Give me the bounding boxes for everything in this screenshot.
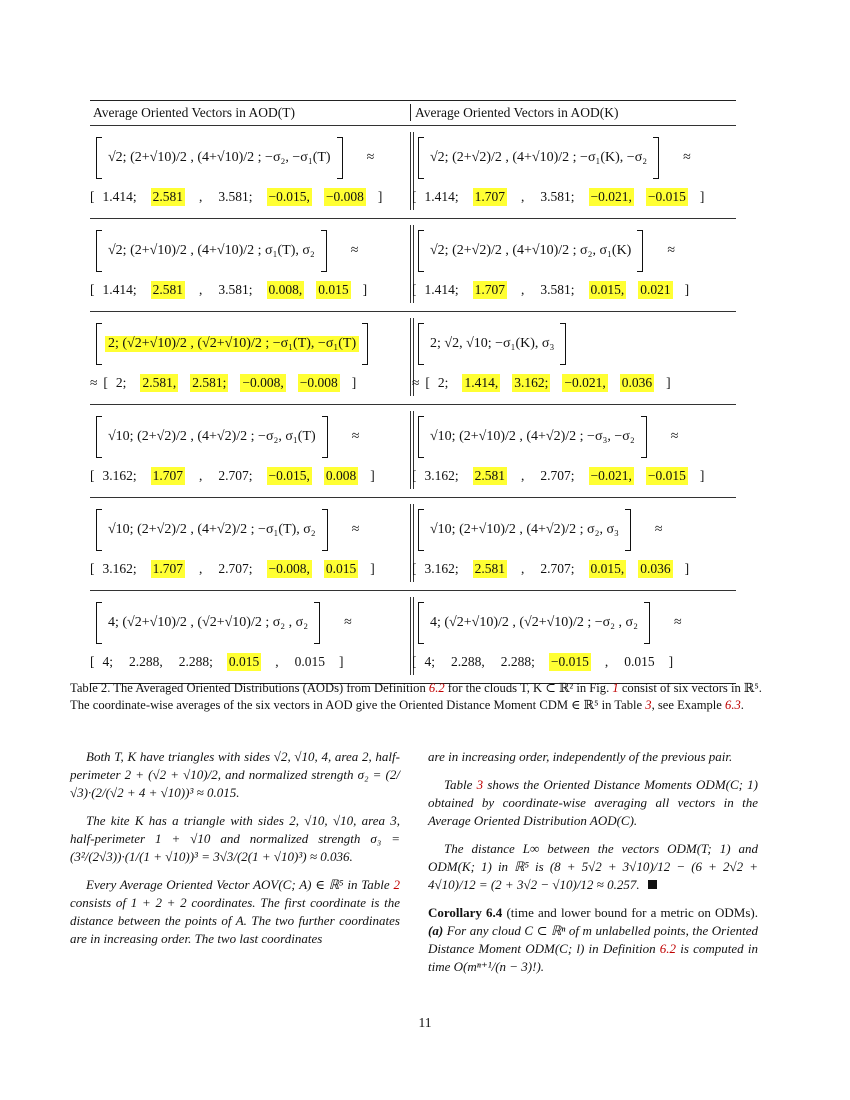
close-bracket: ]	[668, 654, 674, 669]
open-bracket: [	[412, 654, 417, 669]
symbolic-text: √10; (2+√2)/2 , (4+√2)/2 ; −σ₁(T), σ₂	[108, 522, 316, 537]
paragraph: Both T, K have triangles with sides √2, √10, 4, area 2, half-perimeter 2 + (√2 + √10)/2, and normalized strength σ₂ = (2/√3)·(2/(√2 + 4 + √10))³ ≈ 0.015.	[70, 749, 400, 800]
numeric-separator: ,	[521, 468, 525, 483]
corollary-subtitle: (time and lower bound for a metric on ODMs).	[502, 905, 758, 920]
bracket	[625, 509, 631, 551]
approx-sign: ≈	[351, 522, 360, 537]
paragraph: The kite K has a triangle with sides 2, √10, √10, area 3, half-perimeter 1 + √10 and normalized strength σ₃ = (3²/(2√3))·(1/(1 + √10))³ = 3√3/(2(1 + √10)³) ≈ 0.036.	[70, 813, 400, 864]
paragraph-text: The distance L∞ between the vectors ODM(T; 1) and ODM(K; 1) in ℝ⁵ is (8 + 5√2 + 3√10)/12 − (6 + 2√2 + 4√10)/12 = (2 + 3√2 − √10)/12 ≈ 0.257.	[428, 841, 758, 892]
close-bracket: ]	[699, 468, 705, 483]
bracket	[418, 137, 424, 179]
bracket	[96, 416, 102, 458]
open-bracket: [	[90, 468, 95, 483]
numeric-value: 4;	[102, 654, 114, 669]
numeric-value: 3.581;	[218, 189, 253, 204]
paragraph: are in increasing order, independently of the previous pair.	[428, 749, 733, 764]
numeric-value-highlighted: 2.581	[474, 561, 506, 576]
numeric-value-highlighted: 1.414,	[464, 375, 499, 390]
open-bracket: [	[90, 654, 95, 669]
numeric-vector	[90, 188, 388, 206]
open-bracket: [	[90, 561, 95, 576]
caption-text: .	[740, 697, 744, 712]
bracket	[637, 230, 643, 272]
symbolic-vector	[418, 136, 691, 180]
approx-sign: ≈	[667, 243, 676, 258]
close-bracket: ]	[699, 189, 705, 204]
numeric-value-highlighted: −0.015	[647, 189, 686, 204]
bracket	[418, 416, 424, 458]
symbolic-text: 4; (√2+√10)/2 , (√2+√10)/2 ; σ₂ , σ₂	[108, 615, 309, 630]
caption-text: , see Example	[651, 697, 726, 712]
numeric-value-highlighted: −0.015,	[268, 189, 310, 204]
table-header	[90, 101, 736, 125]
table-row	[90, 312, 736, 404]
approx-sign: ≈	[654, 522, 663, 537]
table-row	[90, 219, 736, 311]
corollary-text: is computed in time O(mⁿ⁺¹/(n − 3)!).	[428, 941, 759, 974]
bracket	[418, 230, 424, 272]
symbolic-text: √10; (2+√2)/2 , (4+√2)/2 ; −σ₂, σ₁(T)	[108, 429, 316, 444]
symbolic-text: 2; (√2+√10)/2 , (√2+√10)/2 ; −σ₁(T), −σ₁(T)	[105, 336, 359, 352]
open-bracket: [	[425, 375, 430, 390]
row-left-cell	[90, 591, 408, 683]
column-divider	[410, 318, 411, 396]
numeric-value-highlighted: 2.581,	[142, 375, 177, 390]
numeric-value-highlighted: −0.008	[299, 375, 338, 390]
bracket	[362, 323, 368, 365]
symbolic-vector	[418, 322, 566, 366]
open-bracket: [	[412, 468, 417, 483]
symbolic-vector	[96, 229, 358, 273]
numeric-value: 0.015	[294, 654, 326, 669]
numeric-separator: ,	[604, 654, 609, 669]
numeric-value: 2;	[115, 375, 127, 390]
bracket	[560, 323, 566, 365]
column-divider	[410, 504, 411, 582]
numeric-value: 2.707;	[540, 561, 575, 576]
row-left-cell	[90, 498, 408, 590]
row-right-cell	[412, 312, 736, 404]
symbolic-text: √2; (2+√2)/2 , (4+√10)/2 ; σ₂, σ₁(K)	[430, 243, 632, 258]
paragraph-text: Every Average Oriented Vector AOV(C; A) ∈ ℝ⁵ in Table	[86, 877, 394, 892]
numeric-vector	[412, 467, 710, 485]
numeric-value-highlighted: 0.015,	[590, 561, 625, 576]
bracket	[96, 323, 102, 365]
numeric-separator: ,	[521, 189, 525, 204]
table-link[interactable]: 3	[476, 777, 484, 792]
numeric-value: 2.288;	[500, 654, 535, 669]
bracket	[321, 230, 327, 272]
numeric-vector	[412, 281, 695, 299]
numeric-value: 3.581;	[540, 189, 575, 204]
definition-link[interactable]: 6.2	[428, 681, 445, 695]
paragraph-text: Table	[444, 777, 477, 792]
numeric-value-highlighted: 1.707	[152, 468, 184, 483]
row-right-cell	[412, 126, 736, 218]
caption-text: consist of six vectors in ℝ⁵. The coordinate-wise averages of the six vectors in AOD give the Oriented Distance Moment CDM ∈ ℝ⁵ in Table	[70, 681, 762, 712]
aod-table	[90, 100, 736, 684]
numeric-value: 0.015	[624, 654, 655, 669]
paragraph-text: shows the Oriented Distance Moments ODM(C; 1) obtained by coordinate-wise averaging all vectors in the Average Oriented Distribution AOD(C).	[428, 777, 759, 828]
numeric-value-highlighted: −0.015	[550, 654, 589, 669]
page-number: 11	[418, 1015, 432, 1030]
numeric-separator: ,	[521, 282, 525, 297]
close-bracket: ]	[339, 654, 344, 669]
numeric-value: 2.288,	[451, 654, 485, 669]
numeric-separator: ,	[521, 561, 525, 576]
approx-sign: ≈	[90, 375, 98, 390]
approx-sign: ≈	[351, 429, 360, 444]
caption-text: for the clouds T, K ⊂ ℝ² in Fig.	[444, 681, 613, 695]
table-link[interactable]: 3	[645, 697, 652, 712]
numeric-separator: ,	[199, 282, 203, 297]
row-right-cell	[412, 219, 736, 311]
row-left-cell	[90, 405, 408, 497]
numeric-value-highlighted: −0.015,	[268, 468, 310, 483]
numeric-vector	[412, 653, 679, 671]
header-left: Average Oriented Vectors in AOD(T)	[93, 105, 295, 120]
numeric-value: 2;	[437, 375, 449, 390]
close-bracket: ]	[377, 189, 383, 204]
numeric-value-highlighted: 0.008	[325, 468, 357, 483]
open-bracket: [	[90, 282, 95, 297]
bracket	[644, 602, 650, 644]
numeric-value: 3.581;	[218, 282, 253, 297]
numeric-value-highlighted: 1.707	[474, 189, 506, 204]
bracket	[96, 137, 102, 179]
right-text-column	[428, 748, 758, 986]
numeric-value: 3.162;	[424, 468, 459, 483]
bracket	[322, 416, 328, 458]
numeric-value-highlighted: −0.021,	[564, 375, 606, 390]
symbolic-text: 4; (√2+√10)/2 , (√2+√10)/2 ; −σ₂ , σ₂	[430, 615, 638, 630]
close-bracket: ]	[370, 561, 375, 576]
numeric-separator: ,	[275, 654, 279, 669]
open-bracket: [	[412, 189, 417, 204]
numeric-value-highlighted: 2.581	[152, 189, 184, 204]
approx-sign: ≈	[366, 150, 375, 165]
symbolic-vector	[96, 322, 368, 366]
numeric-value-highlighted: 0.015	[318, 282, 349, 297]
caption-text: Table 2. The Averaged Oriented Distributions (AODs) from Definition	[70, 681, 429, 695]
bracket	[337, 137, 343, 179]
numeric-value-highlighted: −0.021,	[590, 189, 632, 204]
symbolic-text: √2; (2+√2)/2 , (4+√10)/2 ; −σ₁(K), −σ₂	[430, 150, 648, 165]
figure-link[interactable]: 1	[612, 681, 619, 695]
table-caption	[70, 680, 782, 713]
approx-sign: ≈	[350, 243, 359, 258]
example-link[interactable]: 6.3	[725, 697, 741, 712]
numeric-value: 1.414;	[102, 282, 137, 297]
close-bracket: ]	[351, 375, 357, 390]
bracket	[653, 137, 659, 179]
numeric-value-highlighted: −0.008	[325, 189, 364, 204]
numeric-value-highlighted: 3.162;	[514, 375, 549, 390]
symbolic-vector	[96, 415, 359, 459]
row-right-cell	[412, 498, 736, 590]
numeric-value-highlighted: 1.707	[152, 561, 184, 576]
qed-square-icon	[648, 880, 657, 889]
numeric-value-highlighted: 2.581	[152, 282, 184, 297]
numeric-value-highlighted: −0.015	[647, 468, 686, 483]
symbolic-vector	[418, 415, 678, 459]
corollary-part-label: (a)	[428, 923, 444, 938]
symbolic-vector	[96, 136, 374, 180]
open-bracket: [	[412, 282, 417, 297]
approx-sign: ≈	[344, 615, 352, 630]
numeric-value: 2.288,	[129, 654, 163, 669]
bracket	[418, 323, 424, 365]
numeric-value-highlighted: 0.036	[640, 561, 671, 576]
symbolic-text: √2; (2+√10)/2 , (4+√10)/2 ; −σ₂, −σ₁(T)	[108, 150, 331, 165]
table-row	[90, 591, 736, 683]
numeric-value-highlighted: 0.008,	[268, 282, 303, 297]
symbolic-text: √10; (2+√10)/2 , (4+√2)/2 ; −σ₃, −σ₂	[430, 429, 635, 444]
left-text-column	[70, 748, 400, 958]
row-right-cell	[412, 591, 736, 683]
bracket	[96, 602, 102, 644]
close-bracket: ]	[362, 282, 368, 297]
symbolic-vector	[418, 229, 675, 273]
numeric-value-highlighted: 0.036	[621, 375, 653, 390]
column-divider	[410, 411, 411, 489]
symbolic-vector	[96, 601, 352, 645]
numeric-value: 1.414;	[102, 189, 137, 204]
numeric-vector	[412, 560, 695, 578]
numeric-value-highlighted: 1.707	[474, 282, 506, 297]
numeric-value: 1.414;	[424, 282, 459, 297]
corollary-text: For any cloud C ⊂ ℝⁿ of m unlabelled points, the Oriented Distance Moment ODM(C; l) in Definition	[428, 923, 758, 956]
numeric-value-highlighted: −0.008,	[268, 561, 310, 576]
numeric-value-highlighted: −0.021,	[590, 468, 632, 483]
numeric-value-highlighted: 2.581;	[192, 375, 227, 390]
header-divider	[410, 104, 411, 121]
table-row	[90, 126, 736, 218]
numeric-vector	[90, 374, 362, 392]
paragraph-text: consists of 1 + 2 + 2 coordinates. The first coordinate is the distance between the points of A. The two further coordinates are in increasing order. The two last coordinates	[70, 895, 400, 946]
table-row	[90, 405, 736, 497]
numeric-value-highlighted: 0.015	[228, 654, 260, 669]
numeric-value: 3.162;	[102, 561, 137, 576]
approx-sign: ≈	[670, 429, 679, 444]
numeric-value-highlighted: 2.581	[474, 468, 506, 483]
bracket	[322, 509, 328, 551]
symbolic-vector	[418, 601, 682, 645]
numeric-value: 3.581;	[540, 282, 575, 297]
bracket	[418, 602, 424, 644]
close-bracket: ]	[684, 282, 690, 297]
approx-sign: ≈	[412, 375, 420, 390]
numeric-vector	[90, 281, 373, 299]
row-left-cell	[90, 126, 408, 218]
close-bracket: ]	[684, 561, 690, 576]
numeric-value: 1.414;	[424, 189, 459, 204]
numeric-vector	[90, 653, 350, 671]
symbolic-text: √10; (2+√10)/2 , (4+√2)/2 ; σ₂, σ₃	[430, 522, 619, 537]
table-link[interactable]: 2	[393, 877, 400, 892]
numeric-value: 2.707;	[218, 468, 253, 483]
row-left-cell	[90, 219, 408, 311]
symbolic-vector	[96, 508, 359, 552]
approx-sign: ≈	[673, 615, 682, 630]
symbolic-text: 2; √2, √10; −σ₁(K), σ₃	[430, 336, 555, 351]
symbolic-text: √2; (2+√10)/2 , (4+√10)/2 ; σ₁(T), σ₂	[108, 243, 315, 258]
bracket	[418, 509, 424, 551]
column-divider	[410, 597, 411, 675]
bracket	[641, 416, 647, 458]
numeric-value: 3.162;	[424, 561, 459, 576]
header-right: Average Oriented Vectors in AOD(K)	[415, 105, 619, 120]
numeric-separator: ,	[199, 561, 203, 576]
table-row	[90, 498, 736, 590]
close-bracket: ]	[370, 468, 375, 483]
row-right-cell	[412, 405, 736, 497]
close-bracket: ]	[666, 375, 671, 390]
numeric-value-highlighted: 0.015,	[590, 282, 625, 297]
paragraph	[428, 840, 758, 894]
bracket	[96, 509, 102, 551]
open-bracket: [	[90, 189, 95, 204]
numeric-value: 3.162;	[102, 468, 137, 483]
bracket	[314, 602, 320, 644]
paragraph	[428, 776, 758, 830]
numeric-value: 2.707;	[218, 561, 253, 576]
column-divider	[410, 132, 411, 210]
numeric-vector	[412, 374, 677, 392]
numeric-value-highlighted: 0.021	[640, 282, 671, 297]
open-bracket: [	[412, 561, 417, 576]
symbolic-vector	[418, 508, 663, 552]
corollary-title: Corollary 6.4	[428, 905, 503, 920]
numeric-separator: ,	[199, 468, 203, 483]
bracket	[96, 230, 102, 272]
row-left-cell	[90, 312, 408, 404]
corollary	[428, 904, 758, 976]
numeric-value-highlighted: −0.008,	[242, 375, 284, 390]
numeric-vector	[412, 188, 710, 206]
numeric-vector	[90, 560, 381, 578]
approx-sign: ≈	[683, 150, 691, 165]
numeric-value: 2.707;	[540, 468, 575, 483]
open-bracket: [	[103, 375, 108, 390]
numeric-value-highlighted: 0.015	[325, 561, 357, 576]
numeric-vector	[90, 467, 381, 485]
column-divider	[410, 225, 411, 303]
paragraph	[70, 876, 400, 948]
numeric-value: 4;	[424, 654, 436, 669]
numeric-value: 2.288;	[178, 654, 213, 669]
definition-link[interactable]: 6.2	[659, 941, 677, 956]
numeric-separator: ,	[199, 189, 203, 204]
